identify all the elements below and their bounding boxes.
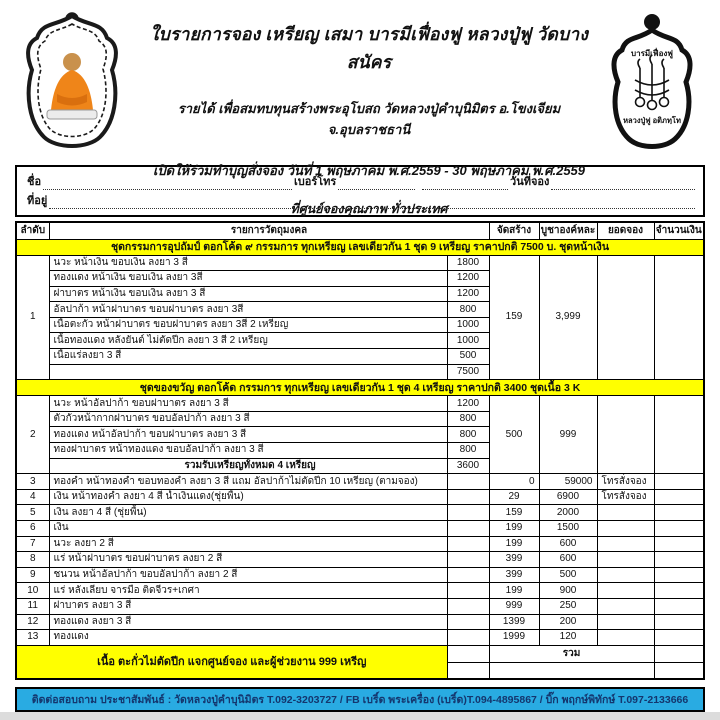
item-desc-cell: ทองแดง — [49, 630, 447, 646]
row-number: 6 — [16, 521, 49, 537]
item-subprice-cell: 800 — [447, 427, 489, 443]
item-subprice-cell — [447, 521, 489, 537]
item-subprice-cell: 3600 — [447, 458, 489, 474]
row-number: 11 — [16, 598, 49, 614]
item-desc-cell: เงิน ลงยา 4 สี (ชุ่ยพื้น) — [49, 505, 447, 521]
table-header-row — [16, 222, 704, 239]
bottom-margin-strip — [0, 712, 720, 720]
phone-label: เบอร์โทร — [293, 176, 337, 188]
table-row — [16, 474, 704, 490]
item-desc-cell: ทองฝาบาตร หน้าทองแดง ขอบอัลปาก้า ลงยา 3 สี — [49, 443, 447, 459]
order-qty-cell[interactable]: โทรสั่งจอง — [597, 474, 654, 490]
table-row — [16, 567, 704, 583]
amount-cell[interactable] — [654, 474, 704, 490]
item-desc-cell: เนื้อตะกั่ว หน้าฝาบาตร ขอบฝาบาตร ลงยา 3สี 2 เหรียญ — [49, 317, 447, 333]
item-subprice-cell — [447, 536, 489, 552]
row-number: 10 — [16, 583, 49, 599]
blank-cell — [447, 645, 489, 662]
made-count-cell: 399 — [489, 552, 539, 568]
made-count-cell: 999 — [489, 598, 539, 614]
item-subprice-cell: 1200 — [447, 271, 489, 287]
header-subtitle-1: รายได้ เพื่อสมทบทุนสร้างพระอุโบสถ วัดหลวงปู่คำบุนิมิตร อ.โขงเจียม จ.อุบลราชธานี — [177, 101, 561, 137]
amount-cell[interactable] — [654, 536, 704, 552]
item-desc-cell: ทองคำ หน้าทองคำ ขอบทองคำ ลงยา 3 สี แถม อัลปาก้าไม่ตัดปีก 10 เหรียญ (ตามจอง) — [49, 474, 447, 490]
unit-price-cell: 2000 — [539, 505, 597, 521]
row-number: 2 — [16, 396, 49, 474]
blank-cell — [447, 662, 489, 679]
item-subprice-cell — [447, 474, 489, 490]
item-desc-cell: อัลปาก้า หน้าฝาบาตร ขอบฝาบาตร ลงยา 3สี — [49, 302, 447, 318]
item-subprice-cell — [447, 583, 489, 599]
item-subprice-cell — [447, 489, 489, 505]
order-qty-cell[interactable] — [597, 255, 654, 380]
header-subtitle-2: เปิดให้ร่วมทำบุญสั่งจอง วันที่ 1 พฤษภาคม พ.ศ.2559 - 30 พฤษภาคม พ.ศ.2559 — [152, 163, 586, 178]
order-qty-cell[interactable] — [597, 598, 654, 614]
unit-price-cell: 600 — [539, 552, 597, 568]
col-header-made: จัดสร้าง — [489, 222, 539, 239]
amulet-back-emblem-icon — [602, 10, 702, 158]
amount-cell[interactable] — [654, 598, 704, 614]
col-header-item: รายการวัตถุมงคล — [49, 222, 489, 239]
unit-price-cell: 500 — [539, 567, 597, 583]
order-qty-cell[interactable] — [597, 505, 654, 521]
address-input-line[interactable] — [49, 196, 695, 209]
item-desc-cell: ฝาบาตร หน้าเงิน ขอบเงิน ลงยา 3 สี — [49, 286, 447, 302]
total-amount-cell[interactable] — [654, 645, 704, 662]
order-qty-cell[interactable] — [597, 521, 654, 537]
item-desc-cell: ฝาบาตร ลงยา 3 สี — [49, 598, 447, 614]
item-desc-cell: เงิน หน้าทองคำ ลงยา 4 สี น้ำเงินแดง(ชุ่ยพื้น) — [49, 489, 447, 505]
made-count-cell: 199 — [489, 583, 539, 599]
grand-total-cell[interactable] — [654, 662, 704, 679]
amount-cell[interactable] — [654, 552, 704, 568]
made-count-cell: 199 — [489, 536, 539, 552]
made-count-cell: 1999 — [489, 630, 539, 646]
table-row — [16, 598, 704, 614]
item-subprice-cell: 500 — [447, 349, 489, 365]
col-header-order: ยอดจอง — [597, 222, 654, 239]
col-header-price: บูชาองค์หละ — [539, 222, 597, 239]
item-subprice-cell: 1200 — [447, 286, 489, 302]
item-desc-cell: ทองแดง ลงยา 3 สี — [49, 614, 447, 630]
item-subprice-cell — [447, 614, 489, 630]
unit-price-cell: 900 — [539, 583, 597, 599]
table-row — [16, 630, 704, 646]
row-number: 9 — [16, 567, 49, 583]
made-count-cell: 159 — [489, 505, 539, 521]
col-header-amount: จำนวนเงิน — [654, 222, 704, 239]
amount-cell[interactable] — [654, 567, 704, 583]
item-subprice-cell: 800 — [447, 302, 489, 318]
made-count-cell: 159 — [489, 255, 539, 380]
item-subprice-cell — [447, 630, 489, 646]
item-desc-cell: เงิน — [49, 521, 447, 537]
amount-cell[interactable] — [654, 255, 704, 380]
made-count-cell: 1399 — [489, 614, 539, 630]
amount-cell[interactable] — [654, 630, 704, 646]
order-qty-cell[interactable] — [597, 536, 654, 552]
item-desc-cell: นวะ หน้าอัลปาก้า ขอบฝาบาตร ลงยา 3 สี — [49, 396, 447, 412]
row-number: 1 — [16, 255, 49, 380]
amount-cell[interactable] — [654, 521, 704, 537]
monk-amulet-icon — [18, 10, 126, 160]
order-qty-cell[interactable]: โทรสั่งจอง — [597, 489, 654, 505]
contact-info-text: ติดต่อสอบถาม ประชาสัมพันธ์ : วัดหลวงปู่คำบุนิมิตร T.092-3203727 / FB เบริ์ด พระเครื่อง (เบริ์ด)T.094-4895867 / บิ๊ก พฤกษ์พิทักษ์ T.097-2133666 — [31, 694, 689, 707]
unit-price-cell: 3,999 — [539, 255, 597, 380]
made-count-cell: 29 — [489, 489, 539, 505]
unit-price-cell: 999 — [539, 396, 597, 474]
item-desc-cell: รวมรับเหรียญทั้งหมด 4 เหรียญ — [49, 458, 447, 474]
table-row — [16, 380, 704, 396]
unit-price-cell: 6900 — [539, 489, 597, 505]
unit-price-cell: 600 — [539, 536, 597, 552]
table-row — [16, 614, 704, 630]
table-row — [16, 505, 704, 521]
phone-input-line[interactable] — [338, 177, 415, 190]
item-subprice-cell — [447, 567, 489, 583]
order-qty-cell[interactable] — [597, 630, 654, 646]
table-row — [16, 583, 704, 599]
item-desc-cell: ตัวกั่วหน้ากากฝาบาตร ขอบอัลปาก้า ลงยา 3 สี — [49, 411, 447, 427]
item-subprice-cell: 800 — [447, 411, 489, 427]
item-subprice-cell: 7500 — [447, 364, 489, 380]
name-label: ชื่อ — [27, 176, 42, 188]
header-subtitle-3: ที่ศูนย์จองคุณภาพ ทั่วประเทศ — [290, 202, 448, 216]
unit-price-cell: 1500 — [539, 521, 597, 537]
booking-date-input-line[interactable] — [551, 177, 695, 190]
item-subprice-cell: 800 — [447, 443, 489, 459]
item-desc-cell: ทองแดง หน้าอัลปาก้า ขอบฝาบาตร ลงยา 3 สี — [49, 427, 447, 443]
emblem-top-text: บารมีเฟื่องฟู — [631, 49, 673, 58]
set-band-title: ชุดกรรมการอุปถัมป์ ตอกโค้ด ๙ กรรมการ ทุกเหรียญ เลขเดียวกัน 1 ชุด 9 เหรียญ ราคาปกติ 7500 บ. ชุดหน้าเงิน — [16, 239, 704, 255]
made-count-cell: 399 — [489, 567, 539, 583]
table-row — [16, 536, 704, 552]
unit-price-cell: 200 — [539, 614, 597, 630]
item-subprice-cell — [447, 505, 489, 521]
amount-cell[interactable] — [654, 396, 704, 474]
item-subprice-cell: 1000 — [447, 317, 489, 333]
order-qty-cell[interactable] — [597, 567, 654, 583]
contact-bar — [15, 687, 705, 712]
order-qty-cell[interactable] — [597, 583, 654, 599]
row-number: 13 — [16, 630, 49, 646]
item-desc-cell: นวะ ลงยา 2 สี — [49, 536, 447, 552]
amount-cell[interactable] — [654, 614, 704, 630]
row-number: 4 — [16, 489, 49, 505]
set-band-title: ชุดของขวัญ ตอกโค้ด กรรมการ ทุกเหรียญ เลขเดียวกัน 1 ชุด 4 เหรียญ ราคาปกติ 3400 ชุดเนื้อ 3 K — [16, 380, 704, 396]
unit-price-cell: 120 — [539, 630, 597, 646]
name-input-line[interactable] — [43, 177, 292, 190]
col-header-no: ลำดับ — [16, 222, 49, 239]
order-qty-cell[interactable] — [597, 552, 654, 568]
unit-price-cell: 59000 — [539, 474, 597, 490]
made-count-cell: 0 — [489, 474, 539, 490]
item-subprice-cell: 1200 — [447, 396, 489, 412]
phone-input-line-2[interactable] — [422, 177, 508, 190]
table-row — [16, 239, 704, 255]
item-subprice-cell — [447, 598, 489, 614]
order-qty-cell[interactable] — [597, 396, 654, 474]
row-number: 12 — [16, 614, 49, 630]
item-subprice-cell: 1000 — [447, 333, 489, 349]
table-row — [16, 396, 704, 412]
item-desc-cell: นวะ หน้าเงิน ขอบเงิน ลงยา 3 สี — [49, 255, 447, 271]
table-row — [16, 645, 704, 662]
order-table — [15, 221, 705, 680]
table-row — [16, 552, 704, 568]
item-desc-cell: ทองแดง หน้าเงิน ขอบเงิน ลงยา 3สี — [49, 271, 447, 287]
item-desc-cell: เนื้อทองแดง หลังยันต์ ไม่ตัดปีก ลงยา 3 สี 2 เหรียญ — [49, 333, 447, 349]
address-label: ที่อยู่ — [27, 195, 48, 207]
table-row — [16, 489, 704, 505]
row-number: 5 — [16, 505, 49, 521]
unit-price-cell: 250 — [539, 598, 597, 614]
total-label-cell: รวม — [489, 645, 654, 662]
row-number: 8 — [16, 552, 49, 568]
emblem-bottom-text: หลวงปู่ฟู อติภทฺโท — [623, 116, 681, 125]
amount-cell[interactable] — [654, 583, 704, 599]
giveaway-note-cell: เนื้อ ตะกั่วไม่ตัดปีก แจกศูนย์จอง และผู้ช่วยงาน 999 เหรีญ — [16, 645, 447, 679]
made-count-cell: 500 — [489, 396, 539, 474]
item-desc-cell: แร่ หน้าฝาบาตร ขอบฝาบาตร ลงยา 2 สี — [49, 552, 447, 568]
blank-cell — [489, 662, 654, 679]
amount-cell[interactable] — [654, 489, 704, 505]
row-number: 7 — [16, 536, 49, 552]
item-desc-cell — [49, 364, 447, 380]
table-row — [16, 255, 704, 271]
item-desc-cell: ชนวน หน้าอัลปาก้า ขอบอัลปาก้า ลงยา 2 สี — [49, 567, 447, 583]
row-number: 3 — [16, 474, 49, 490]
booking-date-label: วันที่จอง — [510, 176, 550, 188]
item-subprice-cell — [447, 552, 489, 568]
item-desc-cell: เนื้อแร่ลงยา 3 สี — [49, 349, 447, 365]
item-desc-cell: แร่ หลังเลียบ จารมือ ติดจีวร+เกศา — [49, 583, 447, 599]
item-subprice-cell: 1800 — [447, 255, 489, 271]
page-title: ใบรายการจอง เหรียญ เสมา บารมีเฟื่องฟู หลวงปู่ฟู วัดบางสนัคร — [149, 24, 589, 72]
order-qty-cell[interactable] — [597, 614, 654, 630]
amount-cell[interactable] — [654, 505, 704, 521]
table-row — [16, 521, 704, 537]
made-count-cell: 199 — [489, 521, 539, 537]
